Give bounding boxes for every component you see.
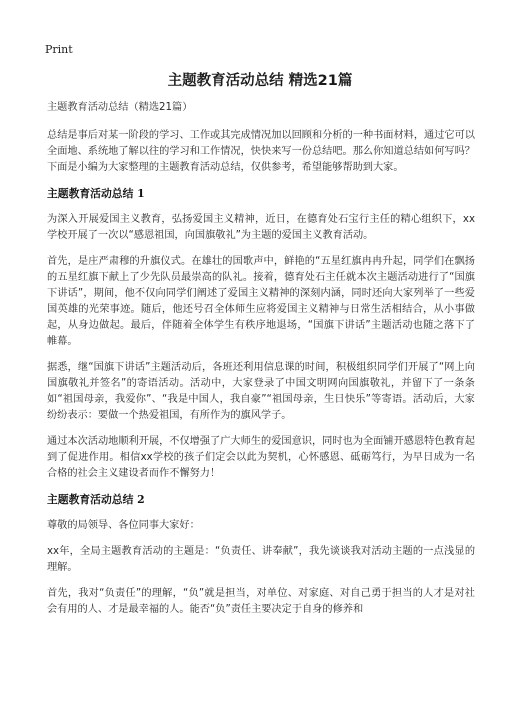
- page-title: 主题教育活动总结 精选21篇: [167, 73, 353, 89]
- section-paragraph: 首先，是庄严肃穆的升旗仪式。在雄壮的国歌声中，鲜艳的“五星红旗冉冉升起，同学们在飘扬的五星红旗下献上了少先队员最崇高的队礼。接着，德育处石主任就本次主题活动进行了“国旗下讲话”，期间，他不仅向同学们阐述了爱国主义精神的深刻内涵，同时还向大家列举了一些爱国英雄的光荣事迹。随后，他还号召全体师生应将爱国主义精神与日常生活相结合，从小事做起，从身边做起。最后，伴随着全体学生有秩序地退场，“国旗下讲话”主题活动也随之落下了帷幕。: [47, 256, 475, 347]
- document-subtitle: 主题教育活动总结（精选21篇）: [47, 102, 193, 113]
- document-body: [47, 100, 475, 628]
- section-heading: 主题教育活动总结 1: [47, 187, 145, 200]
- section-paragraph: 尊敬的局领导、各位同事大家好：: [47, 520, 200, 531]
- print-link[interactable]: Print: [45, 43, 73, 56]
- intro-paragraph: 总结是事后对某一阶段的学习、工作或其完成情况加以回顾和分析的一种书面材料，通过它可以全面地、系统地了解以往的学习和工作情况，快快来写一份总结吧。那么你知道总结如何写吗？下面是小编为大家整理的主题教育活动总结，仅供参考，希望能够帮助到大家。: [47, 130, 475, 173]
- section-paragraph: 据悉，继“国旗下讲话”主题活动后，各班还利用信息课的时间，积极组织同学们开展了“网上向国旗敬礼并签名”的寄语活动。活动中，大家登录了中国文明网向国旗敬礼，并留下了一条条如“祖国母亲，我爱你”、“我是中国人，我自豪”“祖国母亲，生日快乐”等寄语。活动后，大家纷纷表示：要做一个热爱祖国，有所作为的旗风学子。: [47, 362, 475, 421]
- section-paragraph: 首先，我对“负责任”的理解，“负”就是担当，对单位、对家庭、对自己勇于担当的人才是对社会有用的人、才是最幸福的人。能否“负”责任主要决定于自身的修养和: [47, 588, 475, 615]
- section-paragraph: 为深入开展爱国主义教育，弘扬爱国主义精神，近日，在德育处石宝行主任的精心组织下，xx学校开展了一次以“感恩祖国，向国旗敬礼”为主题的爱国主义教育活动。: [47, 214, 475, 241]
- section-paragraph: 通过本次活动地顺利开展，不仅增强了广大师生的爱国意识，同时也为全面铺开感恩特色教育起到了促进作用。相信xx学校的孩子们定会以此为契机，心怀感恩、砥砺笃行，为早日成为一名合格的社会主义建设者而作不懈努力！: [47, 436, 475, 479]
- section-heading: 主题教育活动总结 2: [47, 493, 145, 506]
- section-paragraph: xx年，全局主题教育活动的主题是：“负责任、讲奉献”，我先谈谈我对活动主题的一点浅显的理解。: [47, 546, 475, 573]
